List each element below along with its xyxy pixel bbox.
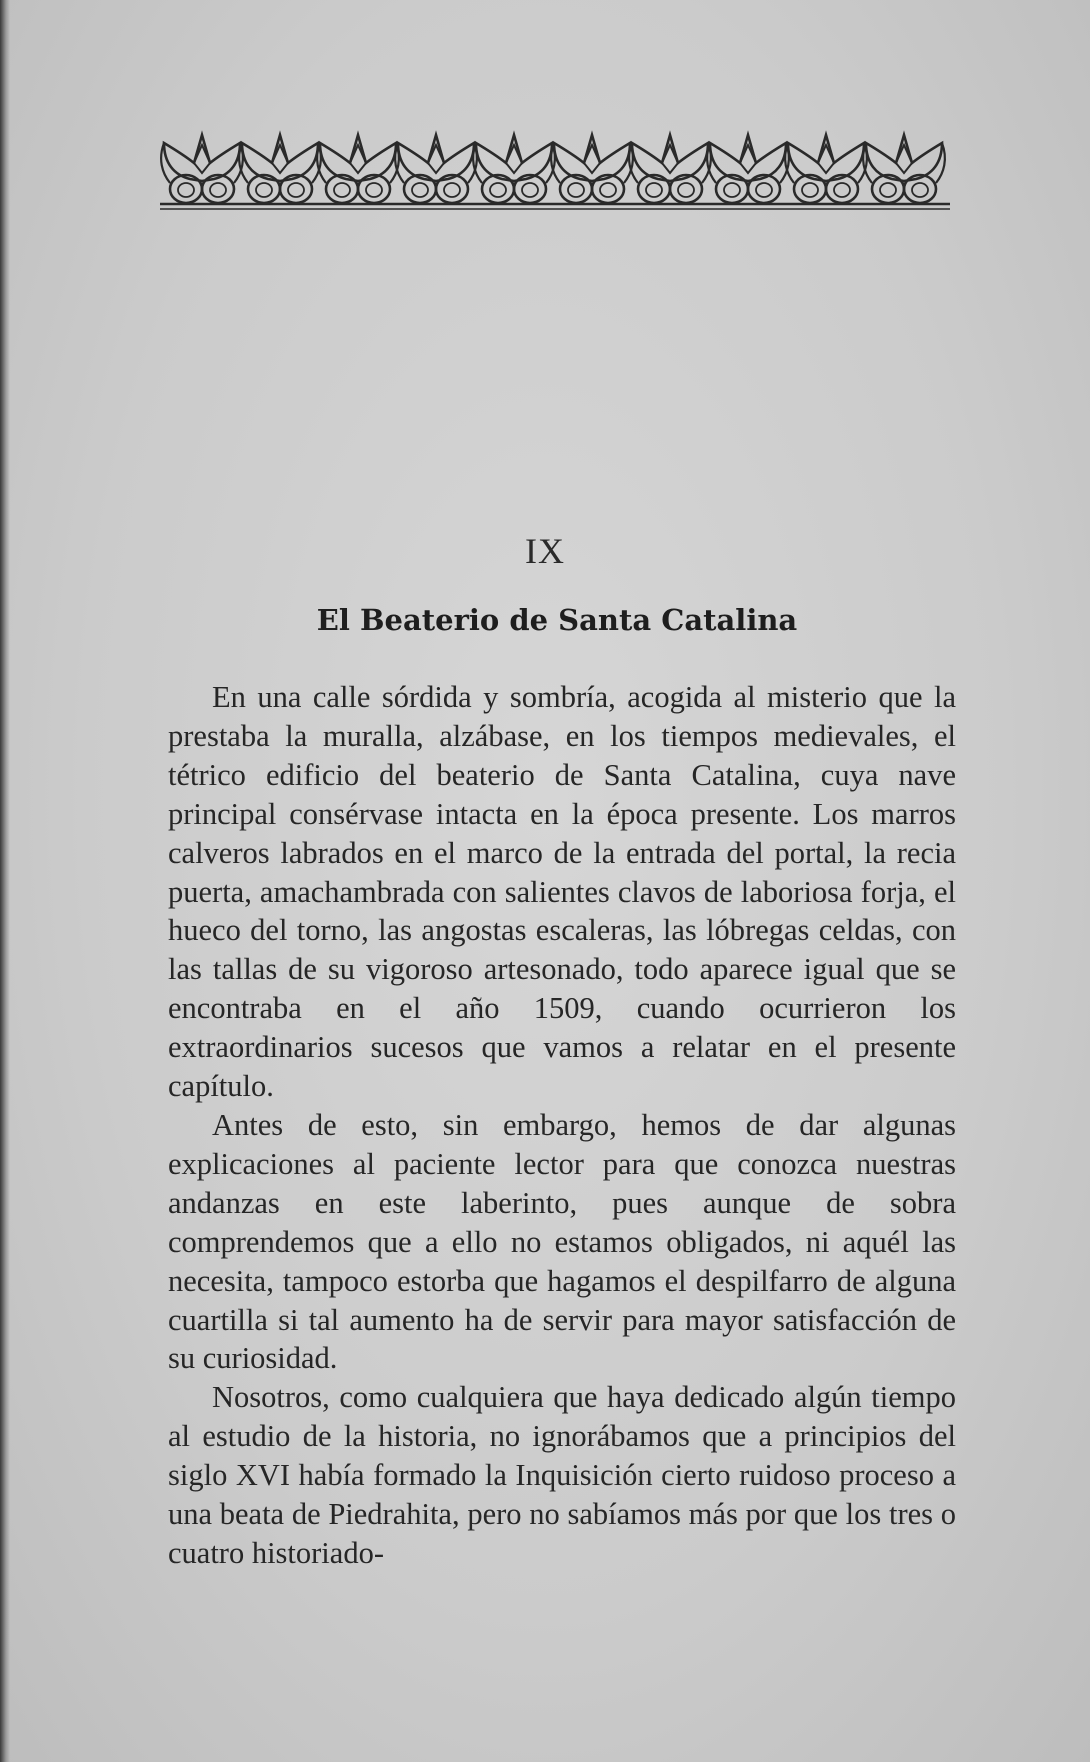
chapter-number: IX [525,531,565,571]
paragraph: Nosotros, como cualquiera que haya dedicado algún tiempo al estudio de la historia, no ignorábamos que a principios del siglo XVI había formado la Inquisición cierto ruidoso proceso a una beata de Piedrahita, pero no sabíamos más por que los tres o cuatro historiado- [168,1380,956,1570]
chapter-body [168,678,956,1573]
chapter-title: El Beaterio de Santa Catalina [316,603,798,637]
page-edge-shadow [0,0,10,1762]
decorative-border-ornament [160,115,950,225]
paragraph: Antes de esto, sin embargo, hemos de dar algunas explicaciones al paciente lector para que conozca nuestras andanzas en este laberinto, pues aunque de sobra comprendemos que a ello no estamos obligados, ni aquél las necesita, tampoco estorba que hagamos el despilfarro de alguna cuartilla si tal aumento ha de servir para mayor satisfacción de su curiosidad. [168,1107,956,1376]
paragraph: En una calle sórdida y sombría, acogida al misterio que la prestaba la muralla, alzábase, en los tiempos medievales, el tétrico edificio del beaterio de Santa Catalina, cuya nave principal consérvase intacta en la época presente. Los marros calveros labrados en el marco de la entrada del portal, la recia puerta, amachambrada con salientes clavos de laboriosa forja, el hueco del torno, las angostas escaleras, las lóbregas celdas, con las tallas de su vigoroso artesonado, todo aparece igual que se encontraba en el año 1509, cuando ocurrieron los extraordinarios sucesos que vamos a relatar en el presente capítulo. [168,680,956,1104]
